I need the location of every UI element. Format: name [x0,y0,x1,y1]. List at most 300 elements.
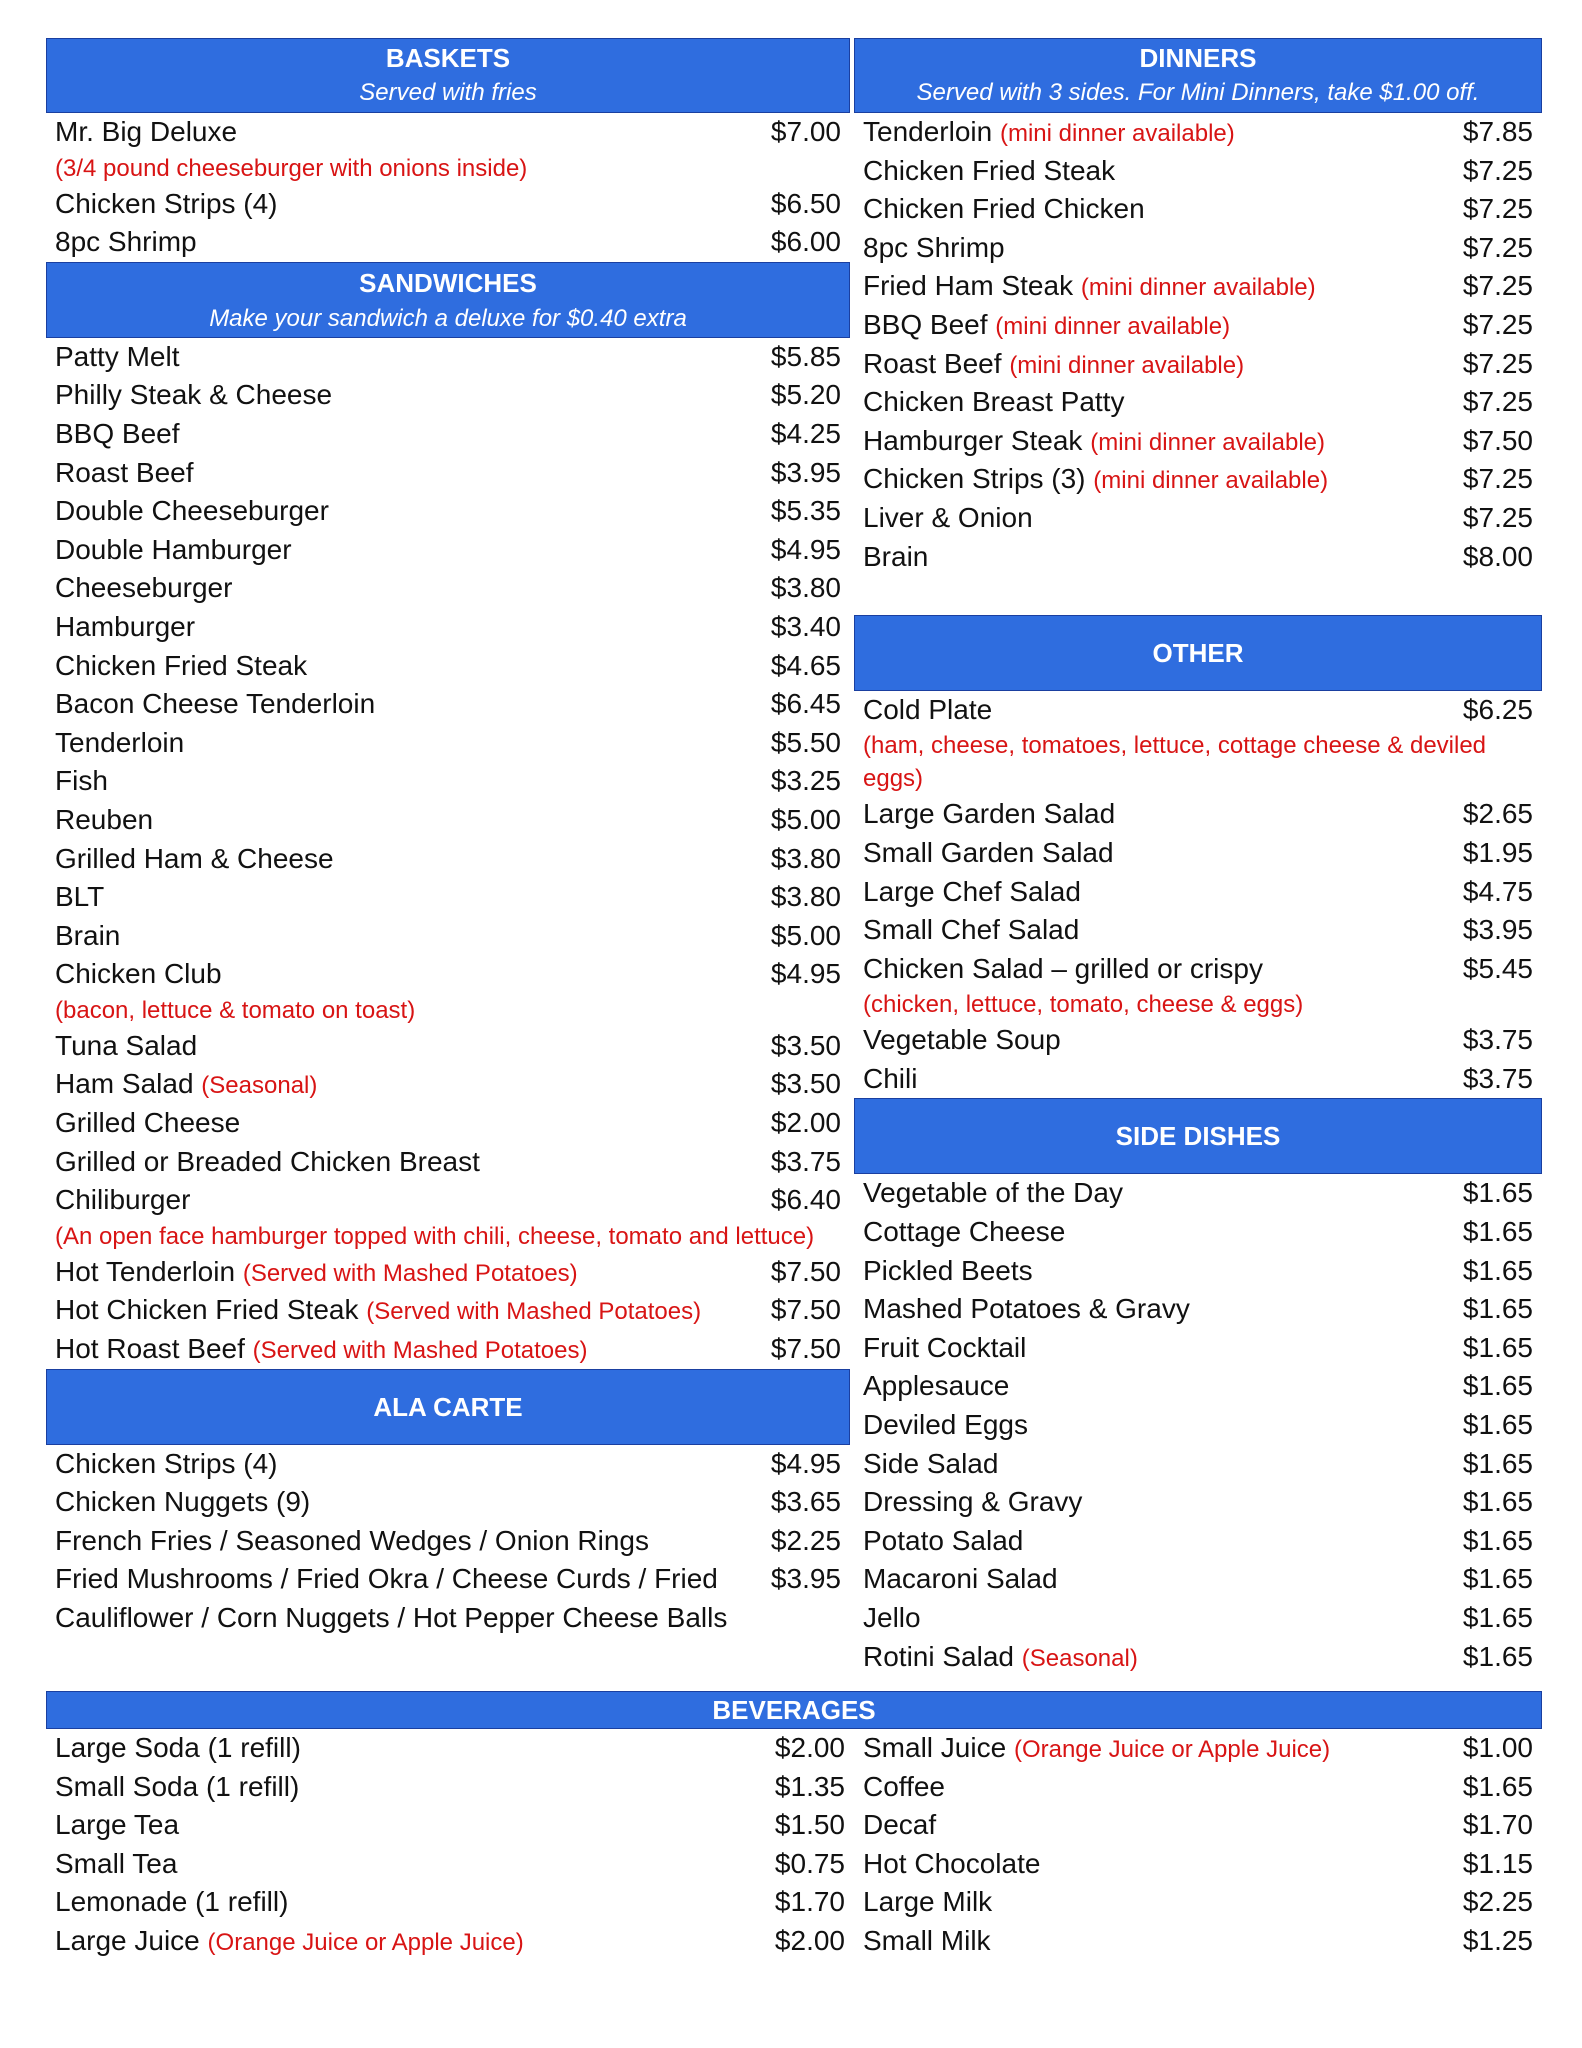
item-price: $4.25 [770,417,841,449]
item-price: $1.70 [774,1886,845,1918]
item-name-wrap [863,1922,991,1960]
alacarte-header [46,1369,850,1445]
item-name-wrap [863,229,1005,267]
item-price: $7.50 [770,1333,841,1365]
item-name-wrap [55,531,292,569]
item-price: $5.45 [1462,952,1533,984]
item-name-wrap [863,873,1081,911]
menu-item [854,1768,1542,1807]
item-price: $1.65 [1462,1216,1533,1248]
item-name-wrap [863,1845,1040,1883]
item-price: $3.80 [770,842,841,874]
item-name: Chicken Strips (4) [55,187,278,219]
item-name: 8pc Shrimp [55,226,197,258]
menu-item [46,1181,850,1220]
menu-item [854,345,1542,384]
item-name-wrap [863,383,1124,421]
item-price: $1.65 [1462,1409,1533,1441]
item-price: $8.00 [1462,540,1533,572]
item-name-wrap [863,152,1115,190]
item-name-wrap [863,1252,1033,1290]
menu-item [854,229,1542,268]
item-name-wrap [55,801,153,839]
alacarte-title: ALA CARTE [373,1391,523,1422]
menu-item [854,1060,1542,1099]
item-name: Double Hamburger [55,533,292,565]
item-price: $3.95 [1462,914,1533,946]
item-price: $3.75 [770,1145,841,1177]
beverages-left-list [46,1729,854,1961]
menu-item [46,1560,850,1599]
item-name-wrap [55,1143,480,1181]
item-name-wrap [863,1174,1123,1212]
item-name-wrap [863,113,1235,153]
item-price: $7.50 [1462,424,1533,456]
item-note: (chicken, lettuce, tomato, cheese & eggs) [863,991,1304,1019]
item-price: $1.00 [1462,1732,1533,1763]
item-name: Lemonade (1 refill) [55,1886,289,1918]
item-name-wrap [863,795,1115,833]
sandwiches-list [46,338,850,1369]
menu-item [854,911,1542,950]
item-name: Pickled Beets [863,1254,1033,1286]
item-price: $6.45 [770,688,841,720]
item-price: $2.25 [770,1524,841,1556]
menu-item [854,152,1542,191]
item-name: BBQ Beef [55,417,180,449]
item-name-wrap [55,185,278,223]
item-name-wrap [55,454,194,492]
item-name-wrap [863,538,928,576]
item-name-wrap [55,685,375,723]
menu-item [854,1367,1542,1406]
item-name-wrap [863,422,1325,462]
item-name-wrap [55,762,108,800]
menu-item [46,801,850,840]
menu-item [46,531,850,570]
item-name: Large Soda (1 refill) [55,1732,301,1763]
item-extra: (mini dinner available) [995,312,1231,340]
item-price: $7.00 [770,116,841,147]
item-price: $5.85 [770,340,841,372]
menu-item [46,1445,850,1484]
item-price: $7.25 [1462,231,1533,263]
menu-item [854,1922,1542,1961]
menu-item [854,1213,1542,1252]
item-name: Hot Tenderloin [55,1255,236,1287]
item-name-wrap [55,1599,727,1637]
item-name-wrap [863,1638,1138,1678]
other-title: OTHER [1152,637,1244,668]
spacer [854,576,1542,615]
item-name: 8pc Shrimp [863,231,1005,263]
menu-item [46,1883,854,1922]
item-name-wrap [55,1522,649,1560]
item-name: Grilled Ham & Cheese [55,842,334,874]
menu-item [46,1065,850,1104]
item-price: $0.75 [774,1847,845,1879]
menu-item [46,1806,854,1845]
item-name: BLT [55,881,105,913]
item-price: $3.50 [770,1068,841,1100]
item-name: Roast Beef [55,456,194,488]
menu-item [46,762,850,801]
item-name: Small Milk [863,1924,991,1956]
item-name: Applesauce [863,1370,1010,1402]
item-name-wrap [55,1065,317,1105]
item-name: Large Tea [55,1809,180,1841]
item-price: $2.00 [774,1732,845,1763]
item-price: $7.25 [1462,193,1533,225]
item-name: Brain [863,540,929,572]
sandwiches-subtitle: Make your sandwich a deluxe for $0.40 extra [209,304,687,332]
baskets-header [46,38,850,113]
menu-item [854,383,1542,422]
menu-item [46,185,850,224]
beverages-section [46,1691,1542,1961]
item-name: Fish [55,765,108,797]
item-extra: (mini dinner available) [1090,428,1325,456]
item-name-wrap [55,608,195,646]
item-name: Bacon Cheese Tenderloin [55,688,376,720]
menu-item [46,376,850,415]
item-price: $1.95 [1462,836,1533,868]
item-name-wrap [55,569,232,607]
menu-item [46,1729,854,1768]
item-name-wrap [863,950,1263,988]
menu-item [854,1806,1542,1845]
item-name-wrap [55,1291,701,1331]
menu-item [854,1638,1542,1677]
item-extra: (Served with Mashed Potatoes) [252,1337,588,1365]
menu-item [854,1599,1542,1638]
menu-item [854,1883,1542,1922]
item-name-wrap [863,1560,1058,1598]
item-name: Fried Mushrooms / Fried Okra / Cheese Curds / Fried [55,1563,718,1595]
item-extra: (Seasonal) [1021,1644,1138,1672]
item-name-wrap [55,1330,587,1370]
item-name: Liver & Onion [863,501,1033,533]
item-price: $1.65 [1462,1370,1533,1402]
item-name-wrap [863,1768,945,1806]
item-price: $6.50 [770,187,841,219]
item-name: Chicken Breast Patty [863,386,1125,418]
menu-item [46,1599,850,1638]
menu-item [854,113,1542,152]
item-name: Reuben [55,803,154,835]
menu-item [46,955,850,994]
item-name-wrap [55,1445,278,1483]
sandwiches-header [46,262,850,338]
menu-item [854,1021,1542,1060]
item-name-wrap [55,492,329,530]
menu-item [46,1768,854,1807]
item-name: Patty Melt [55,340,180,372]
item-name-wrap [863,1445,998,1483]
item-price: $7.25 [1462,501,1533,533]
item-name-wrap [863,1522,1023,1560]
menu-item [46,338,850,377]
menu-item [854,1445,1542,1484]
item-price: $5.00 [770,919,841,951]
item-name: Roast Beef [863,347,1002,379]
dinners-subtitle: Served with 3 sides. For Mini Dinners, take $1.00 off. [916,79,1480,106]
item-price: $1.35 [774,1770,845,1802]
menu-item [46,1253,850,1292]
item-price: $1.65 [1462,1602,1533,1633]
item-name: Tuna Salad [55,1029,198,1061]
item-price: $5.50 [770,726,841,758]
item-name-wrap [863,1483,1082,1521]
menu-item [46,647,850,686]
item-name-wrap [863,1329,1026,1367]
item-name-wrap [55,223,197,261]
baskets-subtitle: Served with fries [359,79,537,106]
item-price: $3.75 [1462,1062,1533,1094]
item-extra: (Seasonal) [201,1072,318,1100]
menu-item [854,267,1542,306]
item-name: Grilled or Breaded Chicken Breast [55,1145,480,1177]
menu-item [854,1522,1542,1561]
item-price: $1.65 [1462,1770,1533,1802]
item-name: Macaroni Salad [863,1563,1058,1595]
menu-item [46,685,850,724]
item-name: Dressing & Gravy [863,1486,1083,1518]
item-name: Mashed Potatoes & Gravy [863,1293,1190,1325]
item-name-wrap [55,955,222,993]
item-name: Rotini Salad [863,1640,1014,1672]
item-price: $1.25 [1462,1924,1533,1956]
item-name-wrap [863,345,1244,385]
menu-item [46,113,850,152]
item-name-wrap [55,1729,301,1767]
item-note: (An open face hamburger topped with chili, cheese, tomato and lettuce) [55,1222,815,1250]
menu-item [46,492,850,531]
baskets-title: BASKETS [385,43,511,73]
menu-item [854,460,1542,499]
item-name-wrap [55,1483,310,1521]
item-name-wrap [55,1922,524,1962]
item-name: Double Cheeseburger [55,495,329,527]
item-extra: (mini dinner available) [1093,467,1329,495]
item-name: Fruit Cocktail [863,1331,1027,1363]
item-name-wrap [863,1806,936,1844]
item-name: BBQ Beef [863,308,988,340]
item-name: Grilled Cheese [55,1107,241,1139]
item-price: $6.40 [770,1184,841,1216]
item-price: $5.35 [770,495,841,527]
item-name-wrap [55,1104,240,1142]
menu-item [46,1291,850,1330]
menu-item [46,878,850,917]
baskets-list [46,113,850,262]
item-price: $7.50 [770,1255,841,1287]
item-name: Chicken Strips (4) [55,1447,278,1479]
item-price: $3.50 [770,1029,841,1061]
menu-item [854,1560,1542,1599]
item-price: $7.25 [1462,347,1533,379]
item-name-wrap [863,1213,1065,1251]
menu-item [46,415,850,454]
item-name: Small Tea [55,1847,178,1879]
item-name: Jello [863,1602,921,1633]
item-name-wrap [55,113,237,151]
menu-item [854,834,1542,873]
dinners-header [854,38,1542,113]
item-price: $1.65 [1462,1293,1533,1325]
item-name-wrap [55,917,120,955]
item-price: $3.40 [770,610,841,642]
item-price: $4.65 [770,649,841,681]
item-price: $1.65 [1462,1563,1533,1595]
menu-item [854,873,1542,912]
item-name-wrap [55,1181,190,1219]
item-name-wrap [55,1027,197,1065]
item-name: Vegetable Soup [863,1024,1061,1056]
beverages-title: BEVERAGES [712,1695,876,1725]
item-name-wrap [863,1060,917,1098]
item-name-wrap [55,338,179,376]
item-extra: (mini dinner available) [1009,351,1245,379]
item-price: $2.00 [774,1924,845,1956]
item-price: $7.25 [1462,386,1533,418]
menu-item [46,608,850,647]
menu-item [854,691,1542,730]
item-name-wrap [55,840,334,878]
right-column [854,38,1542,1676]
item-name: Cold Plate [863,693,993,725]
item-name-wrap [863,190,1145,228]
item-name-wrap [55,724,184,762]
item-price: $2.00 [770,1107,841,1139]
item-name: Hot Roast Beef [55,1333,245,1365]
item-name-wrap [55,1768,299,1806]
item-name-wrap [863,1729,1330,1769]
item-name: Coffee [863,1770,945,1802]
item-price: $5.00 [770,803,841,835]
alacarte-list [46,1445,850,1638]
item-price: $2.65 [1462,798,1533,830]
menu-item [46,840,850,879]
menu-item [46,1104,850,1143]
item-price: $4.75 [1462,875,1533,907]
sides-header [854,1098,1542,1174]
menu-item [854,1329,1542,1368]
sides-list [854,1174,1542,1676]
other-header [854,615,1542,691]
item-name: Potato Salad [863,1524,1024,1556]
other-list [854,691,1542,1099]
item-extra: (Orange Juice or Apple Juice) [207,1928,524,1956]
item-price: $3.65 [770,1486,841,1518]
item-price: $1.15 [1462,1847,1533,1879]
item-name-wrap [55,1806,179,1844]
item-name: French Fries / Seasoned Wedges / Onion Rings [55,1524,650,1556]
menu-item [46,1522,850,1561]
item-note: (bacon, lettuce & tomato on toast) [55,996,416,1024]
item-name: Large Juice [55,1924,200,1956]
item-name: Chicken Fried Steak [55,649,308,681]
item-name: Deviled Eggs [863,1409,1028,1441]
item-name: Ham Salad [55,1068,194,1100]
menu-item [854,1174,1542,1213]
item-price: $3.80 [770,881,841,913]
item-name-wrap [863,1290,1190,1328]
item-name: Small Garden Salad [863,836,1114,868]
item-price: $4.95 [770,958,841,990]
item-price: $7.50 [770,1294,841,1326]
item-price: $1.65 [1462,1331,1533,1363]
item-name: Cottage Cheese [863,1216,1066,1248]
item-extra: (mini dinner available) [999,120,1235,147]
dinners-title: DINNERS [1139,43,1257,73]
item-price: $3.25 [770,765,841,797]
item-name-wrap [55,878,104,916]
item-name: Small Chef Salad [863,914,1080,946]
item-extra: (Served with Mashed Potatoes) [242,1259,578,1287]
item-name: Tenderloin [55,726,185,758]
menu-item [854,190,1542,229]
item-name: Small Juice [863,1732,1007,1763]
item-name: Vegetable of the Day [863,1177,1123,1209]
item-price: $1.65 [1462,1640,1533,1672]
item-price: $1.65 [1462,1447,1533,1479]
item-name-wrap [863,460,1328,500]
item-name: Chicken Fried Chicken [863,193,1145,225]
item-name-wrap [55,647,307,685]
menu-item [46,1143,850,1182]
item-price: $7.85 [1462,116,1533,147]
item-name-wrap [863,691,992,729]
item-name-wrap [55,376,332,414]
item-price: $3.80 [770,572,841,604]
item-name-wrap [863,267,1316,307]
item-extra: (Orange Juice or Apple Juice) [1013,1736,1331,1763]
item-name-wrap [55,415,180,453]
menu-item [854,306,1542,345]
item-name: Cheeseburger [55,572,233,604]
menu-item [854,1406,1542,1445]
dinners-list [854,113,1542,576]
item-extra: (Served with Mashed Potatoes) [366,1298,702,1326]
menu-item [46,1483,850,1522]
item-name: Chicken Salad – grilled or crispy [863,952,1263,984]
item-price: $1.70 [1462,1809,1533,1841]
item-name: Decaf [863,1809,937,1841]
item-name: Fried Ham Steak [863,270,1074,302]
item-name: Philly Steak & Cheese [55,379,333,411]
item-price: $1.65 [1462,1524,1533,1556]
item-name: Chili [863,1062,918,1094]
menu-item [854,422,1542,461]
item-name: Chiliburger [55,1184,191,1216]
item-price: $6.25 [1462,693,1533,725]
item-name-wrap [863,499,1033,537]
item-note: (ham, cheese, tomatoes, lettuce, cottage cheese & deviled eggs) [863,732,1487,793]
item-name: Brain [55,919,121,951]
menu-item [854,1290,1542,1329]
item-price: $3.95 [770,1563,841,1595]
sandwiches-title: SANDWICHES [359,267,537,298]
menu-item [854,1252,1542,1291]
menu-item [854,499,1542,538]
item-price: $7.25 [1462,463,1533,495]
menu-item [46,1922,854,1961]
item-price: $5.20 [770,379,841,411]
menu-item [46,1027,850,1066]
item-name: Hot Chocolate [863,1847,1041,1879]
item-name: Large Milk [863,1886,993,1918]
